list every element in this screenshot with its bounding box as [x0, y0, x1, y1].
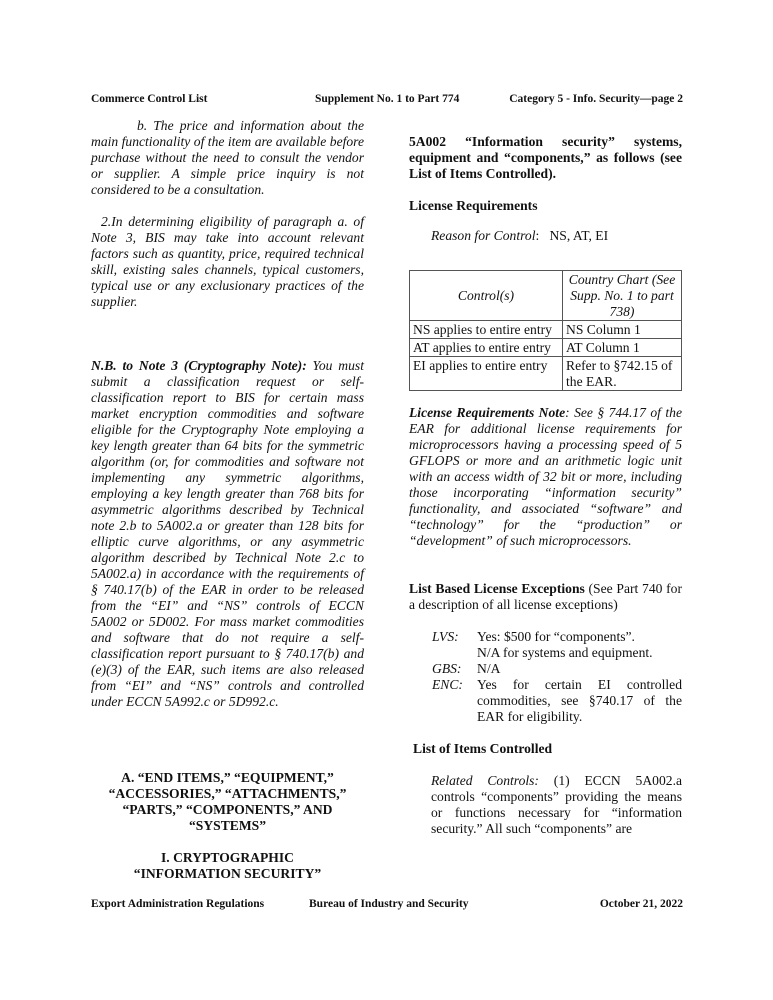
- exception-label: LVS:: [432, 629, 459, 644]
- exception-label: GBS:: [432, 661, 462, 676]
- table-cell: AT applies to entire entry: [410, 339, 563, 357]
- exception-value: [477, 629, 682, 661]
- reason-colon: :: [535, 228, 540, 243]
- license-requirements-heading: License Requirements: [409, 198, 538, 213]
- exception-value-line: N/A for systems and equipment.: [477, 645, 653, 660]
- heading-i-line: “INFORMATION SECURITY”: [133, 866, 322, 881]
- license-exceptions-list: [409, 629, 682, 725]
- nb-note-3: [91, 358, 364, 710]
- exception-value: [477, 661, 682, 677]
- list-based-license-exceptions: [409, 581, 682, 613]
- header-right: Category 5 - Info. Security—page 2: [509, 93, 683, 105]
- table-header-controls: Control(s): [410, 271, 563, 321]
- exception-label: ENC:: [432, 677, 463, 692]
- header-center: Supplement No. 1 to Part 774: [315, 93, 460, 105]
- heading-a-line: “PARTS,” “COMPONENTS,” AND: [122, 802, 333, 817]
- exception-value: [477, 677, 682, 725]
- section-heading-i: [91, 850, 364, 882]
- footer-center: Bureau of Industry and Security: [309, 898, 469, 910]
- related-controls: [409, 773, 682, 837]
- heading-i-line: I. CRYPTOGRAPHIC: [161, 850, 294, 865]
- exception-value-line: Yes for certain EI controlled commodities, see §740.17 of the EAR for eligibility.: [477, 677, 682, 724]
- related-controls-text: (1) ECCN 5A002.a controls “components” providing the means or functions necessary for “information security.” All such “components” are: [431, 773, 682, 836]
- related-controls-label: Related Controls:: [431, 773, 539, 788]
- heading-a-line: A. “END ITEMS,” “EQUIPMENT,”: [121, 770, 334, 785]
- table-cell: Refer to §742.15 of the EAR.: [563, 357, 682, 391]
- paragraph-2: 2.In determining eligibility of paragraph a. of Note 3, BIS may take into account relevant factors such as quantity, price, required technical skill, existing sales channels, typical customers, typical use or any exclusionary practices of the supplier.: [91, 214, 364, 309]
- exception-item: [432, 677, 682, 725]
- eccn-title: 5A002 “Information security” systems, equipment and “components,” as follows (see List of Items Controlled).: [409, 134, 682, 181]
- table-row: [410, 339, 682, 357]
- exception-value-line: Yes: $500 for “components”.: [477, 629, 635, 644]
- header-left: Commerce Control List: [91, 93, 208, 105]
- table-header-row: [410, 271, 682, 321]
- footer-left: Export Administration Regulations: [91, 898, 265, 910]
- lble-text: (See Part 740 for a description of all license exceptions): [409, 581, 682, 612]
- reason-value: NS, AT, EI: [549, 228, 609, 243]
- table-row: [410, 321, 682, 339]
- footer-right: October 21, 2022: [599, 898, 683, 910]
- exception-item: [432, 661, 682, 677]
- heading-a-line: “SYSTEMS”: [188, 818, 267, 833]
- lble-heading: List Based License Exceptions: [409, 581, 585, 596]
- items-controlled-heading: List of Items Controlled: [413, 741, 553, 756]
- table-cell: NS applies to entire entry: [410, 321, 563, 339]
- license-table: [409, 270, 682, 391]
- heading-a-line: “ACCESSORIES,” “ATTACHMENTS,”: [108, 786, 347, 801]
- section-heading-a: [91, 770, 364, 834]
- paragraph-b: b. The price and information about the main functionality of the item are available before purchase without the need to consult the vendor or supplier. A simple price inquiry is not considered to be a consultation.: [91, 118, 364, 197]
- table-row: [410, 357, 682, 391]
- nb-note-label: N.B. to Note 3 (Cryptography Note):: [91, 358, 307, 373]
- exception-item: [432, 629, 682, 661]
- exception-value-line: N/A: [477, 661, 501, 676]
- table-cell: NS Column 1: [563, 321, 682, 339]
- table-cell: EI applies to entire entry: [410, 357, 563, 391]
- lr-note-text: : See § 744.17 of the EAR for additional license requirements for microprocessors having a processing speed of 5 GFLOPS or more and an arithmetic logic unit with an access width of 32 bit or more, including those incorporating “information security” functionality, and associated “software” and “technology” for the “production” or “development” of such microprocessors.: [409, 405, 682, 548]
- right-column: [409, 118, 682, 837]
- table-header-country-chart: Country Chart (See Supp. No. 1 to part 738): [563, 271, 682, 321]
- reason-label: Reason for Control: [431, 228, 536, 243]
- nb-note-text: You must submit a classification request or self-classification report to BIS for certain mass market encryption commodities and software eligible for the Cryptography Note employing a key length greater than 64 bits for the symmetric algorithm (or, for commodities and software not implementing any symmetric algorithms, employing a key length greater than 768 bits for asymmetric algorithms described by Technical note 2.b to 5A002.a or greater than 128 bits for elliptic curve algorithms, or any asymmetric algorithm described by Technical Note 2.c to 5A002.a) in accordance with the requirements of § 740.17(b) of the EAR in order to be released from the “EI” and “NS” controls of ECCN 5A002 or 5D002. For mass market commodities and software that do not require a self-classification report pursuant to § 740.17(b) and (e)(3) of the EAR, such items are also released from “EI” and “NS” controls and controlled under ECCN 5A992.c or 5D992.c.: [91, 358, 364, 709]
- license-requirements-note: [409, 405, 682, 549]
- left-column: [91, 118, 364, 882]
- reason-for-control: [409, 228, 682, 244]
- lr-note-label: License Requirements Note: [409, 405, 566, 420]
- table-cell: AT Column 1: [563, 339, 682, 357]
